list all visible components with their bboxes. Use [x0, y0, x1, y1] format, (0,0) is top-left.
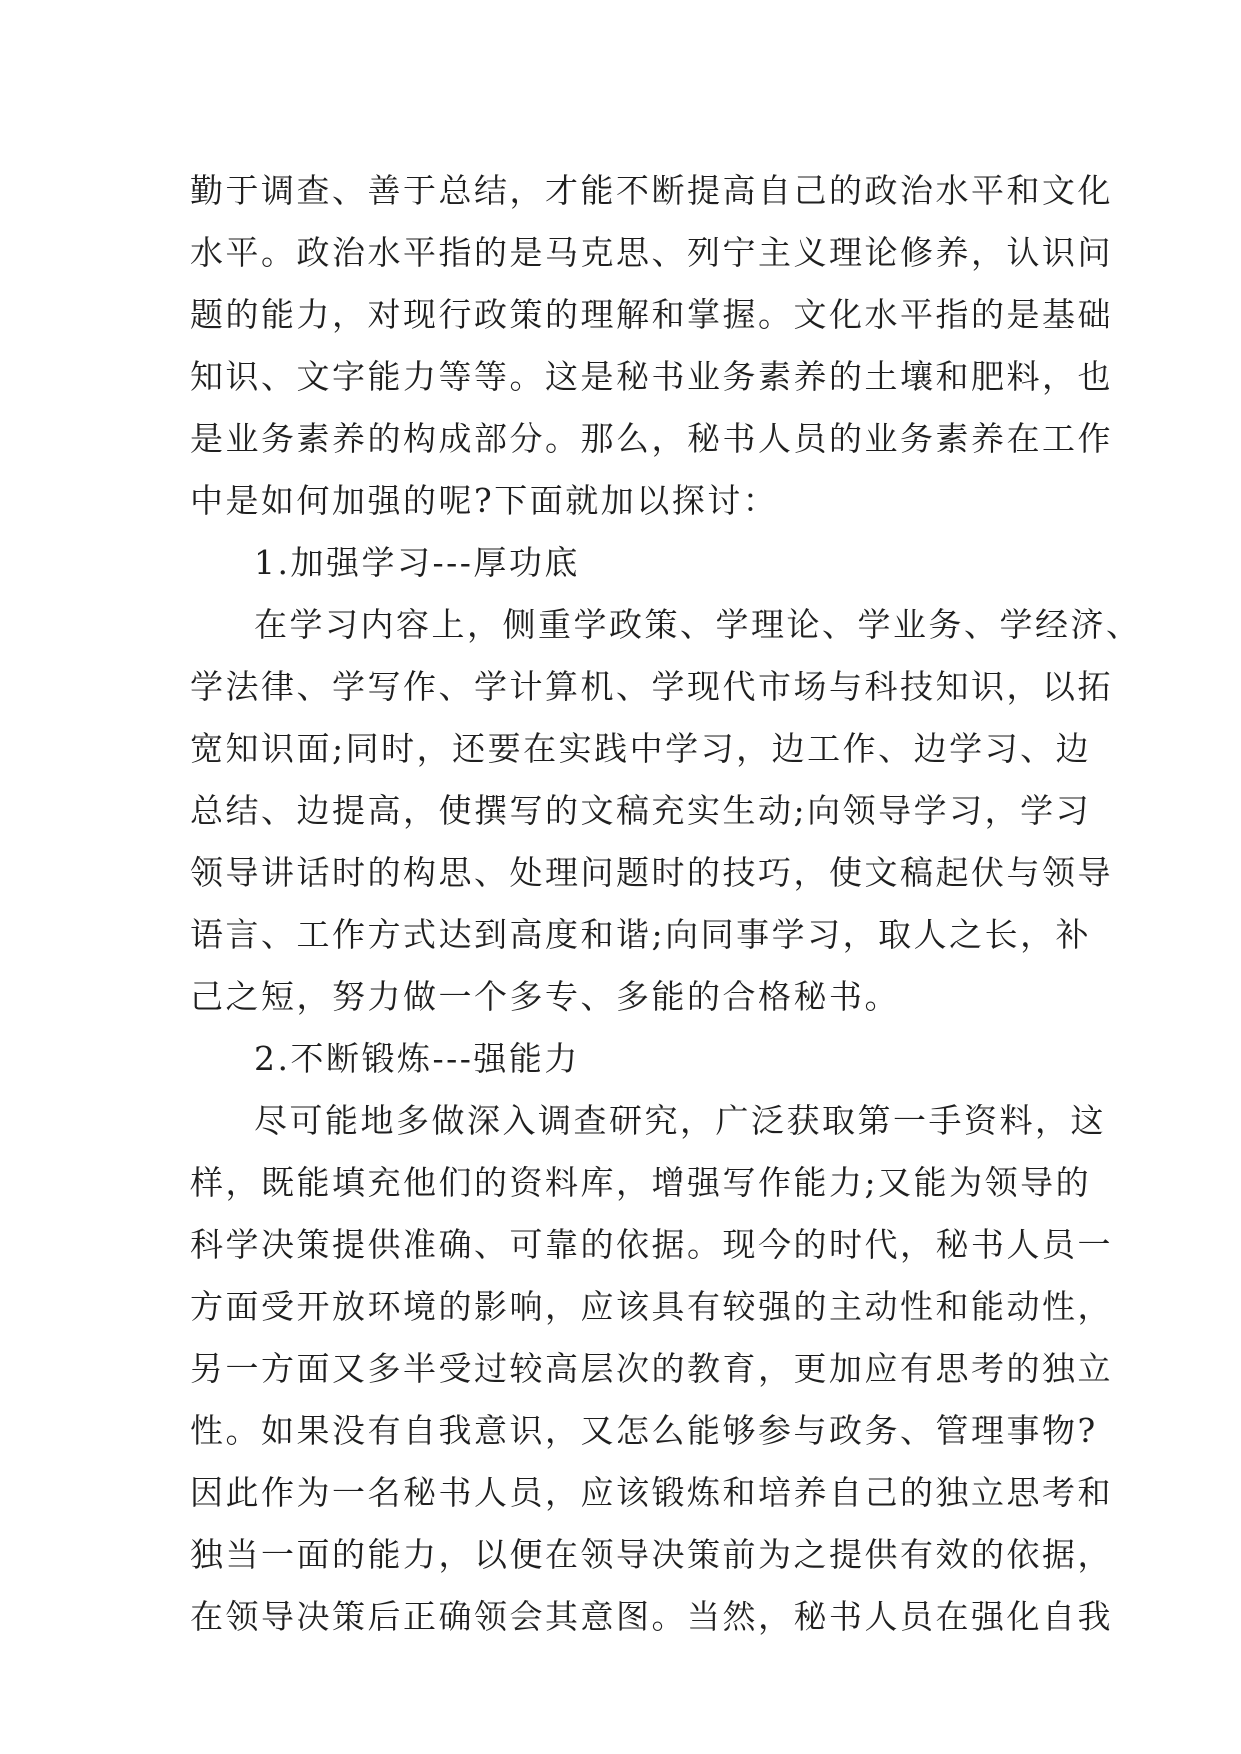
- text-line: 总结、边提高，使撰写的文稿充实生动;向领导学习，学习: [190, 791, 1092, 830]
- text-line: 水平。政治水平指的是马克思、列宁主义理论修养，认识问: [190, 233, 1113, 272]
- text-line: 尽可能地多做深入调查研究，广泛获取第一手资料，这: [254, 1101, 1106, 1140]
- text-line: 因此作为一名秘书人员，应该锻炼和培养自己的独立思考和: [190, 1473, 1113, 1512]
- text-line: 己之短，努力做一个多专、多能的合格秘书。: [190, 977, 900, 1016]
- text-line: 中是如何加强的呢?下面就加以探讨：: [190, 481, 779, 520]
- text-line: 知识、文字能力等等。这是秘书业务素养的土壤和肥料，也: [190, 357, 1113, 396]
- text-line: 科学决策提供准确、可靠的依据。现今的时代，秘书人员一: [190, 1225, 1113, 1264]
- text-line: 1.加强学习---厚功底: [254, 543, 580, 582]
- text-line: 方面受开放环境的影响，应该具有较强的主动性和能动性，: [190, 1287, 1113, 1326]
- text-line: 是业务素养的构成部分。那么，秘书人员的业务素养在工作: [190, 419, 1113, 458]
- text-line: 勤于调查、善于总结，才能不断提高自己的政治水平和文化: [190, 171, 1113, 210]
- text-line: 领导讲话时的构思、处理问题时的技巧，使文稿起伏与领导: [190, 853, 1113, 892]
- text-line: 宽知识面;同时，还要在实践中学习，边工作、边学习、边: [190, 729, 1092, 768]
- text-line: 另一方面又多半受过较高层次的教育，更加应有思考的独立: [190, 1349, 1113, 1388]
- text-line: 2.不断锻炼---强能力: [254, 1039, 580, 1078]
- text-line: 在领导决策后正确领会其意图。当然，秘书人员在强化自我: [190, 1597, 1113, 1636]
- text-line: 语言、工作方式达到高度和谐;向同事学习，取人之长，补: [190, 915, 1092, 954]
- body-text: [190, 160, 1142, 1648]
- text-line: 在学习内容上，侧重学政策、学理论、学业务、学经济、: [254, 605, 1142, 644]
- text-line: 样，既能填充他们的资料库，增强写作能力;又能为领导的: [190, 1163, 1092, 1202]
- text-line: 学法律、学写作、学计算机、学现代市场与科技知识，以拓: [190, 667, 1113, 706]
- text-line: 题的能力，对现行政策的理解和掌握。文化水平指的是基础: [190, 295, 1113, 334]
- text-line: 独当一面的能力，以便在领导决策前为之提供有效的依据，: [190, 1535, 1113, 1574]
- text-line: 性。如果没有自我意识，又怎么能够参与政务、管理事物?: [190, 1411, 1098, 1450]
